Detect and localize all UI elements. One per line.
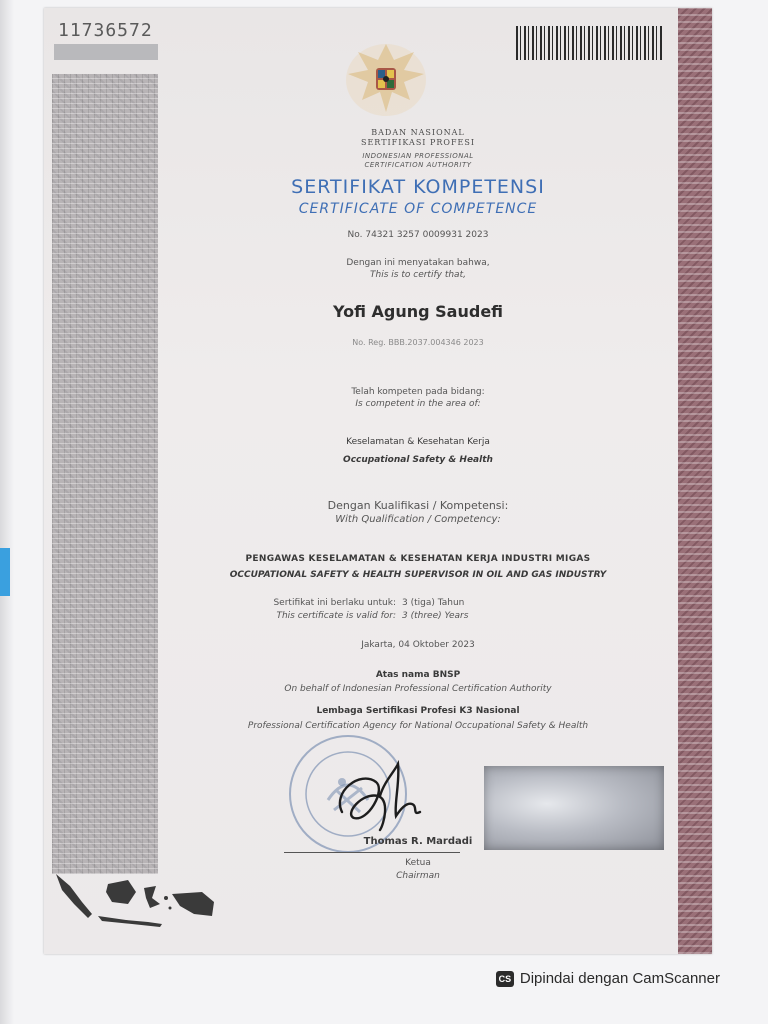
- indonesia-map-icon: [52, 864, 216, 930]
- signer-role-en: Chairman: [396, 871, 440, 881]
- issuer-id-line2: SERTIFIKASI PROFESI: [360, 138, 476, 147]
- holder-name: Yofi Agung Saudefi: [332, 302, 504, 321]
- certify-statement-en: This is to certify that,: [370, 270, 466, 280]
- signer-role-id: Ketua: [405, 858, 431, 868]
- signer-name: Thomas R. Mardadi: [363, 836, 473, 847]
- occupation-title-en: OCCUPATIONAL SAFETY & HEALTH SUPERVISOR IN OIL AND GAS INDUSTRY: [229, 570, 607, 580]
- garuda-emblem-icon: [340, 34, 432, 124]
- validity-label-en: This certificate is valid for:: [276, 611, 396, 621]
- registration-number: No. Reg. BBB.2037.004346 2023: [352, 338, 484, 347]
- issuer-id-line1: BADAN NASIONAL: [371, 128, 465, 137]
- issuer-name-en: [158, 152, 678, 170]
- signature-icon: [320, 752, 440, 834]
- qualification-label-id: Dengan Kualifikasi / Kompetensi:: [327, 499, 509, 512]
- barcode: [516, 26, 662, 60]
- on-behalf-id: Atas nama BNSP: [375, 670, 461, 680]
- issuer-en-line1: INDONESIAN PROFESSIONAL: [362, 152, 474, 160]
- certification-agency-id: Lembaga Sertifikasi Profesi K3 Nasional: [316, 706, 520, 716]
- certificate-page: [44, 8, 712, 954]
- certificate-title: SERTIFIKAT KOMPETENSI: [291, 176, 545, 198]
- validity-label-id: Sertifikat ini berlaku untuk:: [273, 598, 396, 608]
- camscanner-label: Dipindai dengan CamScanner: [519, 970, 720, 987]
- scan-edge: [0, 0, 14, 1024]
- validity-value-id: 3 (tiga) Tahun: [402, 598, 465, 608]
- competent-label-id: Telah kompeten pada bidang:: [351, 387, 485, 397]
- certificate-subtitle: CERTIFICATE OF COMPETENCE: [298, 201, 538, 217]
- security-pattern-left: [52, 74, 158, 874]
- validity-value-en: 3 (three) Years: [402, 611, 469, 621]
- competent-label-en: Is competent in the area of:: [355, 399, 481, 409]
- place-date: Jakarta, 04 Oktober 2023: [361, 640, 475, 650]
- qualification-label-en: With Qualification / Competency:: [335, 514, 501, 525]
- issuer-en-line2: CERTIFICATION AUTHORITY: [364, 161, 472, 169]
- security-pattern-right: [678, 8, 712, 954]
- certification-agency-en: Professional Certification Agency for National Occupational Safety & Health: [247, 721, 589, 731]
- issuer-name-id: [158, 128, 678, 148]
- competency-field-id: Keselamatan & Kesehatan Kerja: [346, 437, 490, 447]
- scan-side-tab: [0, 548, 10, 596]
- certify-statement-id: Dengan ini menyatakan bahwa,: [346, 258, 490, 268]
- competency-field-en: Occupational Safety & Health: [343, 455, 493, 465]
- serial-underline-bar: [54, 44, 158, 60]
- signature-line: [284, 852, 460, 853]
- occupation-title-id: PENGAWAS KESELAMATAN & KESEHATAN KERJA INDUSTRI MIGAS: [245, 554, 591, 564]
- certificate-number: No. 74321 3257 0009931 2023: [347, 230, 489, 240]
- serial-number: 11736572: [58, 20, 153, 41]
- camscanner-logo-icon: CS: [496, 971, 514, 987]
- on-behalf-en: On behalf of Indonesian Professional Certification Authority: [284, 684, 552, 694]
- camscanner-watermark: [496, 970, 720, 987]
